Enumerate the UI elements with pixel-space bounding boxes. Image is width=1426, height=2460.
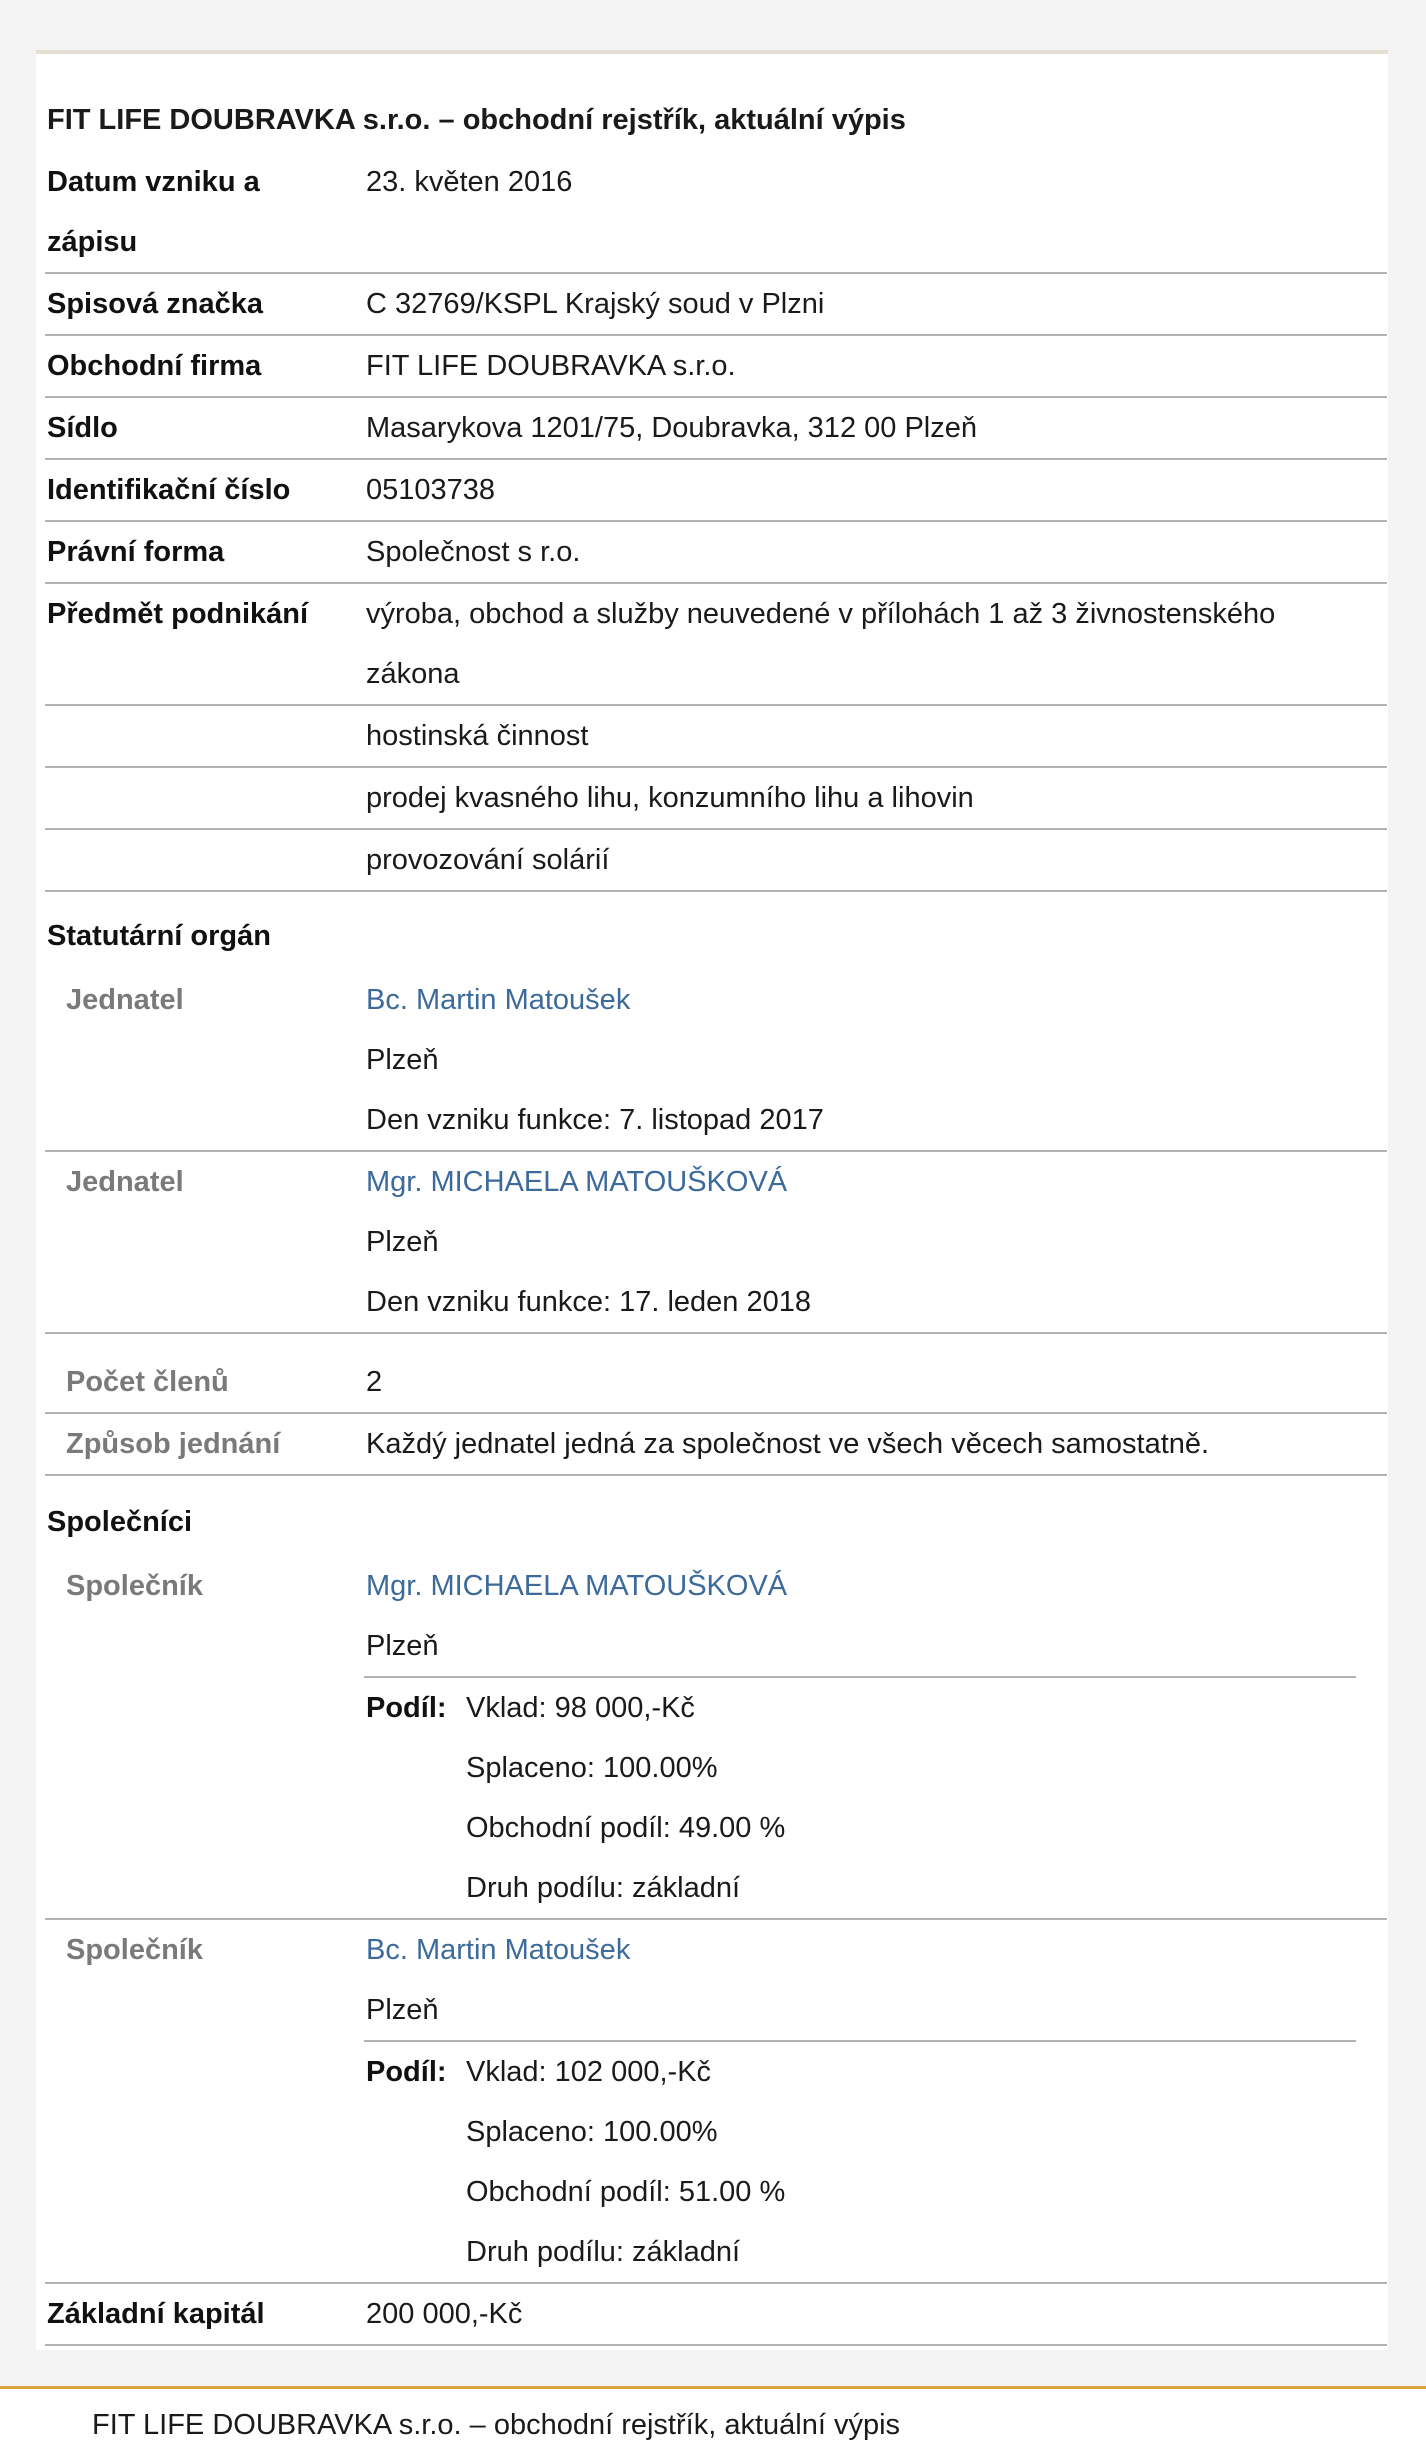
value-zakladni-kapital: 200 000,-Kč <box>366 2298 523 2330</box>
value-predmet-item-3: prodej kvasného lihu, konzumního lihu a lihovin <box>366 782 974 814</box>
value-obchodni-firma: FIT LIFE DOUBRAVKA s.r.o. <box>366 350 736 382</box>
label-spisova-znacka: Spisová značka <box>47 288 263 320</box>
value-splaceno: Splaceno: 100.00% <box>466 2116 718 2148</box>
value-pocet-clenu: 2 <box>366 1366 383 1398</box>
page-title: FIT LIFE DOUBRAVKA s.r.o. – obchodní rejstřík, aktuální výpis <box>47 104 906 136</box>
divider <box>45 2282 1387 2284</box>
value-druh-podilu: Druh podílu: základní <box>466 2236 741 2268</box>
value-druh-podilu: Druh podílu: základní <box>466 1872 741 1904</box>
person-link[interactable]: Mgr. MICHAELA MATOUŠKOVÁ <box>366 1570 788 1602</box>
divider <box>45 828 1387 830</box>
label-podil: Podíl: <box>366 1692 447 1724</box>
divider <box>45 704 1387 706</box>
divider <box>45 334 1387 336</box>
value-obchodni-podil: Obchodní podíl: 49.00 % <box>466 1812 786 1844</box>
label-zakladni-kapital: Základní kapitál <box>47 2298 265 2330</box>
divider <box>45 1150 1387 1152</box>
divider <box>45 1474 1387 1476</box>
section-heading-statutarni-organ: Statutární orgán <box>47 920 271 952</box>
divider <box>45 890 1387 892</box>
person-city: Plzeň <box>366 1994 439 2026</box>
label-pravni-forma: Právní forma <box>47 536 225 568</box>
person-link[interactable]: Bc. Martin Matoušek <box>366 1934 631 1966</box>
divider <box>364 1676 1356 1678</box>
divider <box>45 396 1387 398</box>
value-obchodni-podil: Obchodní podíl: 51.00 % <box>466 2176 786 2208</box>
person-city: Plzeň <box>366 1044 439 1076</box>
label-zpusob-jednani: Způsob jednání <box>66 1428 281 1460</box>
page-footer <box>0 2386 1426 2460</box>
person-function-since: Den vzniku funkce: 7. listopad 2017 <box>366 1104 824 1136</box>
person-link[interactable]: Bc. Martin Matoušek <box>366 984 631 1016</box>
value-predmet-item-1-line2: zákona <box>366 658 460 690</box>
role-label-spolecnik: Společník <box>66 1570 203 1602</box>
value-spisova-znacka: C 32769/KSPL Krajský soud v Plzni <box>366 288 825 320</box>
divider <box>45 520 1387 522</box>
value-predmet-item-4: provozování solárií <box>366 844 610 876</box>
value-identifikacni-cislo: 05103738 <box>366 474 496 506</box>
divider <box>45 458 1387 460</box>
label-datum-vzniku-line2: zápisu <box>47 226 138 258</box>
value-datum-vzniku: 23. květen 2016 <box>366 166 573 198</box>
divider <box>45 272 1387 274</box>
divider <box>45 2344 1387 2346</box>
label-obchodni-firma: Obchodní firma <box>47 350 262 382</box>
divider <box>45 1332 1387 1334</box>
label-identifikacni-cislo: Identifikační číslo <box>47 474 291 506</box>
person-city: Plzeň <box>366 1630 439 1662</box>
value-splaceno: Splaceno: 100.00% <box>466 1752 718 1784</box>
divider <box>45 766 1387 768</box>
role-label-spolecnik: Společník <box>66 1934 203 1966</box>
label-predmet-podnikani: Předmět podnikání <box>47 598 309 630</box>
section-heading-spolecnici: Společníci <box>47 1506 193 1538</box>
person-link[interactable]: Mgr. MICHAELA MATOUŠKOVÁ <box>366 1166 788 1198</box>
value-vklad: Vklad: 98 000,-Kč <box>466 1692 695 1724</box>
label-sidlo: Sídlo <box>47 412 118 444</box>
label-podil: Podíl: <box>366 2056 447 2088</box>
value-vklad: Vklad: 102 000,-Kč <box>466 2056 712 2088</box>
value-predmet-item-1-line1: výroba, obchod a služby neuvedené v přílohách 1 až 3 živnostenského <box>366 598 1276 630</box>
person-function-since: Den vzniku funkce: 17. leden 2018 <box>366 1286 811 1318</box>
label-pocet-clenu: Počet členů <box>66 1366 229 1398</box>
value-zpusob-jednani: Každý jednatel jedná za společnost ve všech věcech samostatně. <box>366 1428 1210 1460</box>
role-label-jednatel: Jednatel <box>66 984 184 1016</box>
label-datum-vzniku-line1: Datum vzniku a <box>47 166 260 198</box>
divider <box>45 1412 1387 1414</box>
value-sidlo: Masarykova 1201/75, Doubravka, 312 00 Plzeň <box>366 412 977 444</box>
divider <box>364 2040 1356 2042</box>
footer-title: FIT LIFE DOUBRAVKA s.r.o. – obchodní rejstřík, aktuální výpis <box>92 2409 901 2441</box>
divider <box>45 1918 1387 1920</box>
value-predmet-item-2: hostinská činnost <box>366 720 589 752</box>
value-pravni-forma: Společnost s r.o. <box>366 536 581 568</box>
divider <box>45 582 1387 584</box>
role-label-jednatel: Jednatel <box>66 1166 184 1198</box>
person-city: Plzeň <box>366 1226 439 1258</box>
